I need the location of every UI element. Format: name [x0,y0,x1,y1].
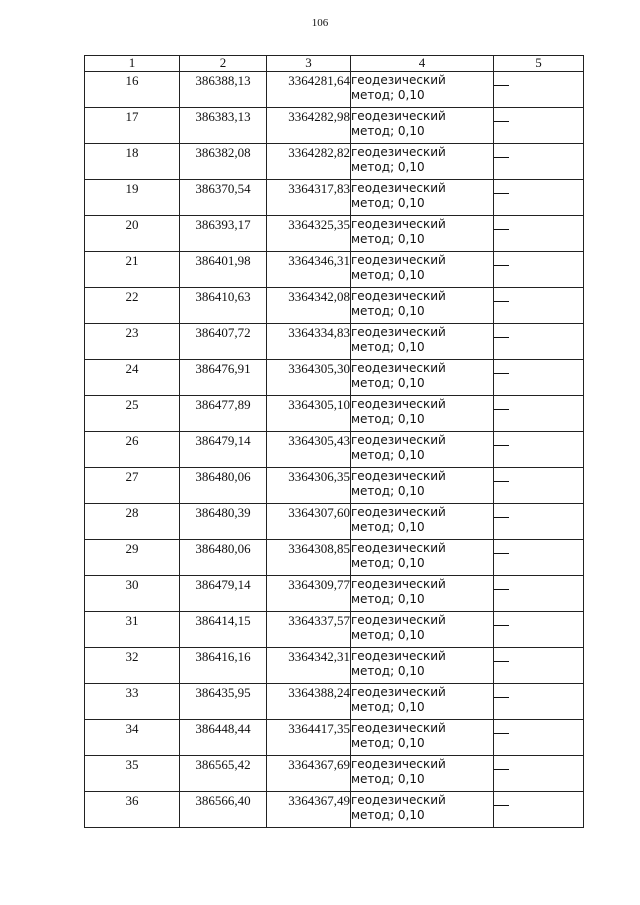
table-row [85,432,584,468]
x-coordinate-cell: 386414,15 [180,612,267,648]
table-header-row [85,56,584,72]
x-coordinate-cell: 386566,40 [180,792,267,828]
method-line-1: геодезический [351,361,446,375]
x-coordinate-cell: 386479,14 [180,576,267,612]
method-line-1: геодезический [351,73,446,87]
method-line-1: геодезический [351,685,446,699]
note-cell [494,72,584,108]
method-cell [351,684,494,720]
method-line-2: метод; 0,10 [351,808,425,822]
point-number-cell: 26 [85,432,180,468]
y-coordinate-cell: 3364388,24 [267,684,351,720]
point-number-cell: 31 [85,612,180,648]
method-line-2: метод; 0,10 [351,376,425,390]
y-coordinate-cell: 3364346,31 [267,252,351,288]
table-row [85,216,584,252]
method-line-1: геодезический [351,469,446,483]
method-line-2: метод; 0,10 [351,700,425,714]
point-number-cell: 22 [85,288,180,324]
table-row [85,684,584,720]
note-cell [494,540,584,576]
method-line-1: геодезический [351,433,446,447]
y-coordinate-cell: 3364309,77 [267,576,351,612]
dash-mark [494,85,509,86]
y-coordinate-cell: 3364307,60 [267,504,351,540]
note-cell [494,720,584,756]
point-number-cell: 35 [85,756,180,792]
x-coordinate-cell: 386435,95 [180,684,267,720]
method-line-2: метод; 0,10 [351,484,425,498]
x-coordinate-cell: 386370,54 [180,180,267,216]
method-line-2: метод; 0,10 [351,196,425,210]
page-number: 106 [311,17,329,29]
point-number-cell: 25 [85,396,180,432]
y-coordinate-cell: 3364417,35 [267,720,351,756]
table-row [85,576,584,612]
note-cell [494,432,584,468]
note-cell [494,216,584,252]
y-coordinate-cell: 3364305,30 [267,360,351,396]
y-coordinate-cell: 3364282,98 [267,108,351,144]
method-line-2: метод; 0,10 [351,592,425,606]
point-number-cell: 34 [85,720,180,756]
x-coordinate-cell: 386401,98 [180,252,267,288]
note-cell [494,144,584,180]
method-cell [351,396,494,432]
note-cell [494,792,584,828]
y-coordinate-cell: 3364342,31 [267,648,351,684]
method-line-1: геодезический [351,397,446,411]
table-row [85,324,584,360]
method-line-1: геодезический [351,757,446,771]
dash-mark [494,517,509,518]
column-header-5: 5 [494,56,584,72]
column-header-4: 4 [351,56,494,72]
x-coordinate-cell: 386565,42 [180,756,267,792]
method-cell [351,288,494,324]
x-coordinate-cell: 386388,13 [180,72,267,108]
table-row [85,504,584,540]
x-coordinate-cell: 386476,91 [180,360,267,396]
method-cell [351,612,494,648]
x-coordinate-cell: 386393,17 [180,216,267,252]
method-cell [351,324,494,360]
method-line-1: геодезический [351,577,446,591]
x-coordinate-cell: 386416,16 [180,648,267,684]
table-row [85,720,584,756]
note-cell [494,252,584,288]
dash-mark [494,301,509,302]
point-number-cell: 23 [85,324,180,360]
method-line-1: геодезический [351,109,446,123]
method-cell [351,576,494,612]
y-coordinate-cell: 3364334,83 [267,324,351,360]
method-line-1: геодезический [351,145,446,159]
x-coordinate-cell: 386480,39 [180,504,267,540]
dash-mark [494,409,509,410]
method-line-1: геодезический [351,325,446,339]
dash-mark [494,625,509,626]
dash-mark [494,661,509,662]
method-line-1: геодезический [351,181,446,195]
table-row [85,180,584,216]
dash-mark [494,481,509,482]
point-number-cell: 33 [85,684,180,720]
method-line-2: метод; 0,10 [351,664,425,678]
point-number-cell: 17 [85,108,180,144]
point-number-cell: 18 [85,144,180,180]
y-coordinate-cell: 3364305,43 [267,432,351,468]
point-number-cell: 28 [85,504,180,540]
note-cell [494,468,584,504]
note-cell [494,684,584,720]
y-coordinate-cell: 3364337,57 [267,612,351,648]
x-coordinate-cell: 386382,08 [180,144,267,180]
note-cell [494,288,584,324]
column-header-2: 2 [180,56,267,72]
method-line-2: метод; 0,10 [351,628,425,642]
method-line-1: геодезический [351,721,446,735]
note-cell [494,180,584,216]
table-row [85,648,584,684]
point-number-cell: 36 [85,792,180,828]
note-cell [494,108,584,144]
method-line-1: геодезический [351,289,446,303]
x-coordinate-cell: 386448,44 [180,720,267,756]
dash-mark [494,589,509,590]
method-cell [351,756,494,792]
method-cell [351,540,494,576]
method-line-1: геодезический [351,541,446,555]
y-coordinate-cell: 3364282,82 [267,144,351,180]
point-number-cell: 32 [85,648,180,684]
method-cell [351,360,494,396]
coordinates-table [84,55,584,828]
x-coordinate-cell: 386480,06 [180,540,267,576]
method-line-1: геодезический [351,217,446,231]
table-row [85,108,584,144]
table-row [85,72,584,108]
dash-mark [494,733,509,734]
table-row [85,468,584,504]
dash-mark [494,229,509,230]
y-coordinate-cell: 3364306,35 [267,468,351,504]
y-coordinate-cell: 3364305,10 [267,396,351,432]
method-line-2: метод; 0,10 [351,124,425,138]
table-row [85,792,584,828]
note-cell [494,756,584,792]
method-cell [351,468,494,504]
method-line-1: геодезический [351,649,446,663]
method-cell [351,252,494,288]
dash-mark [494,553,509,554]
dash-mark [494,445,509,446]
method-line-2: метод; 0,10 [351,772,425,786]
method-line-1: геодезический [351,613,446,627]
method-line-2: метод; 0,10 [351,160,425,174]
table-row [85,288,584,324]
column-header-1: 1 [85,56,180,72]
dash-mark [494,193,509,194]
note-cell [494,504,584,540]
note-cell [494,360,584,396]
dash-mark [494,121,509,122]
table-row [85,540,584,576]
method-cell [351,504,494,540]
point-number-cell: 16 [85,72,180,108]
method-line-2: метод; 0,10 [351,736,425,750]
column-header-3: 3 [267,56,351,72]
y-coordinate-cell: 3364308,85 [267,540,351,576]
dash-mark [494,805,509,806]
point-number-cell: 19 [85,180,180,216]
dash-mark [494,157,509,158]
point-number-cell: 21 [85,252,180,288]
y-coordinate-cell: 3364342,08 [267,288,351,324]
dash-mark [494,697,509,698]
x-coordinate-cell: 386410,63 [180,288,267,324]
point-number-cell: 29 [85,540,180,576]
table-row [85,144,584,180]
table-row [85,612,584,648]
table-row [85,396,584,432]
method-cell [351,432,494,468]
table-row [85,360,584,396]
y-coordinate-cell: 3364367,49 [267,792,351,828]
method-cell [351,180,494,216]
method-cell [351,216,494,252]
method-cell [351,648,494,684]
note-cell [494,396,584,432]
dash-mark [494,769,509,770]
y-coordinate-cell: 3364281,64 [267,72,351,108]
x-coordinate-cell: 386407,72 [180,324,267,360]
method-line-2: метод; 0,10 [351,556,425,570]
table-row [85,252,584,288]
method-line-2: метод; 0,10 [351,520,425,534]
note-cell [494,576,584,612]
method-cell [351,72,494,108]
x-coordinate-cell: 386480,06 [180,468,267,504]
method-line-2: метод; 0,10 [351,412,425,426]
method-line-2: метод; 0,10 [351,268,425,282]
method-line-2: метод; 0,10 [351,448,425,462]
note-cell [494,648,584,684]
dash-mark [494,337,509,338]
point-number-cell: 30 [85,576,180,612]
method-line-2: метод; 0,10 [351,232,425,246]
y-coordinate-cell: 3364325,35 [267,216,351,252]
method-line-1: геодезический [351,505,446,519]
x-coordinate-cell: 386477,89 [180,396,267,432]
point-number-cell: 24 [85,360,180,396]
y-coordinate-cell: 3364317,83 [267,180,351,216]
method-line-1: геодезический [351,253,446,267]
point-number-cell: 27 [85,468,180,504]
method-line-2: метод; 0,10 [351,304,425,318]
note-cell [494,612,584,648]
method-line-2: метод; 0,10 [351,340,425,354]
x-coordinate-cell: 386383,13 [180,108,267,144]
method-cell [351,108,494,144]
point-number-cell: 20 [85,216,180,252]
dash-mark [494,373,509,374]
note-cell [494,324,584,360]
method-cell [351,720,494,756]
method-cell [351,144,494,180]
method-cell [351,792,494,828]
method-line-1: геодезический [351,793,446,807]
dash-mark [494,265,509,266]
table-row [85,756,584,792]
method-line-2: метод; 0,10 [351,88,425,102]
x-coordinate-cell: 386479,14 [180,432,267,468]
y-coordinate-cell: 3364367,69 [267,756,351,792]
